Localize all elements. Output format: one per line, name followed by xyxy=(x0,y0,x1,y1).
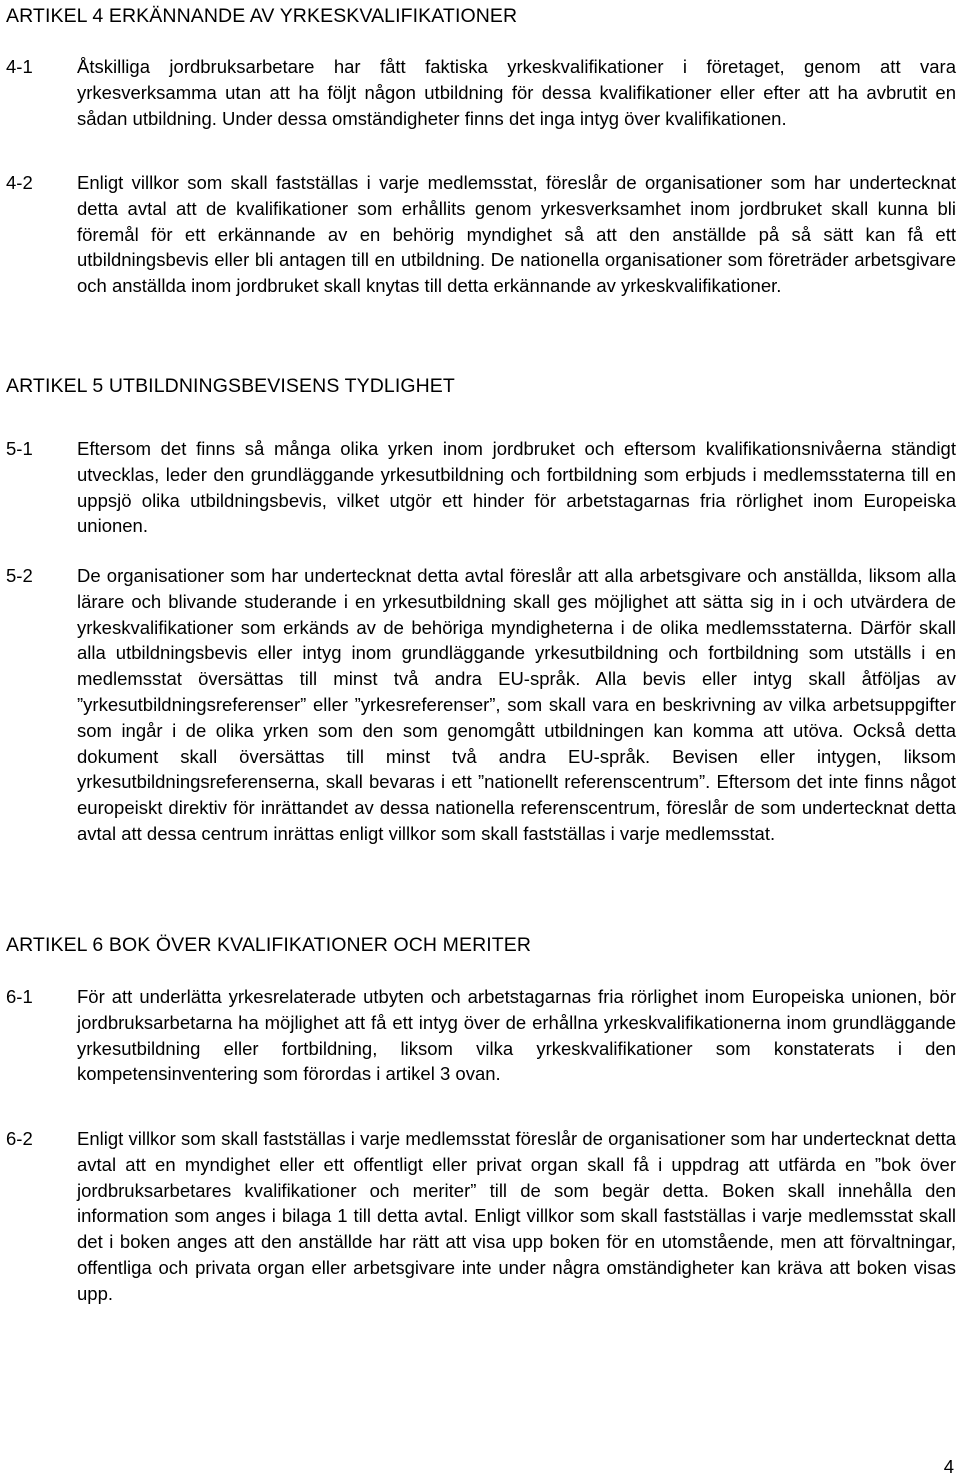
paragraph-number: 4-1 xyxy=(6,56,33,77)
paragraph-number: 4-2 xyxy=(6,172,33,193)
heading-text: ARTIKEL 6 BOK ÖVER KVALIFIKATIONER OCH MERITER xyxy=(6,934,532,956)
page-number: 4 xyxy=(943,1456,954,1477)
section-heading xyxy=(6,933,531,957)
section-heading xyxy=(6,374,455,398)
paragraph-number: 6-1 xyxy=(6,986,33,1007)
paragraph-text: Eftersom det finns så många olika yrken inom jordbruket och eftersom kvalifikationsnivåerna ständigt utvecklas, leder den grundläggande yrkesutbildning och fortbildning som erbjuds i medlemsstaterna till en uppsjö olika utbildningsbevis, vilket utgör ett hinder för arbetstagarnas fria rörlighet inom Europeiska unionen. xyxy=(77,438,956,537)
section-heading xyxy=(6,4,517,28)
paragraph-text: För att underlätta yrkesrelaterade utbyten och arbetstagarnas fria rörlighet inom Europeiska unionen, bör jordbruksarbetarna ha möjlighet att få ett intyg över de erhållna yrkeskvalifikationerna inom grundläggande yrkesutbildning eller fortbildning, liksom vilka yrkeskvalifikationer som konstaterats i den kompetensinventering som förordas i artikel 3 ovan. xyxy=(77,986,956,1085)
paragraph-number: 5-1 xyxy=(6,438,33,459)
paragraph-text: Enligt villkor som skall fastställas i varje medlemsstat föreslår de organisationer som har undertecknat detta avtal att en myndighet eller ett offentligt eller privat organ skall få i uppdrag att utfärda en ”bok över jordbruksarbetares kvalifikationer och meriter” till de som begär detta. Boken skall innehålla den information som anges i bilaga 1 till detta avtal. Enligt villkor som skall fastställas i varje medlemsstat skall det i boken anges att den anställde har rätt att visa upp boken för en utomstående, men att förvaltningar, offentliga och privata organ eller arbetsgivare inte under några omständigheter kan kräva att boken visas upp. xyxy=(77,1128,956,1304)
paragraph-text: De organisationer som har undertecknat detta avtal föreslår att alla arbetsgivare och anställda, liksom alla lärare och blivande studerande i en yrkesutbildning skall ges möjlighet att sätta sig in i och utvärdera de yrkeskvalifikationer som erkänds av de behöriga myndigheterna i de olika medlemsstaterna. Därför skall alla utbildningsbevis eller intyg inom grundläggande yrkesutbildning och fortbildning som utställs i en medlemsstat översättas till minst två andra EU-språk. Alla bevis eller intyg skall åtföljas av ”yrkesutbildningsreferenser” eller ”yrkesreferenser”, som skall vara en beskrivning av vilka arbetsuppgifter som ingår i de olika yrken som den som genomgått utbildningen kan komma att utöva. Också detta dokument skall översättas till minst två andra EU-språk. Bevisen eller intygen, liksom yrkesutbildningsreferenserna, skall bevaras i ett ”nationellt referenscentrum”. Eftersom det inte finns något europeiskt direktiv för inrättandet av dessa nationella referenscentrum, föreslår de som undertecknat detta avtal att dessa centrum inrättas enligt villkor som skall fastställas i varje medlemsstat. xyxy=(77,565,956,844)
heading-text: ARTIKEL 4 ERKÄNNANDE AV YRKESKVALIFIKATIONER xyxy=(6,5,518,27)
paragraph-text: Enligt villkor som skall fastställas i varje medlemsstat, föreslår de organisationer som har undertecknat detta avtal att de kvalifikationer som erhållits genom yrkesverksamhet inom jordbruket skall kunna bli föremål för ett erkännande av en behörig myndighet så att den anställde på så sätt kan få ett utbildningsbevis eller bli antagen till en utbildning. De nationella organisationer som företräder arbetsgivare och anställda inom jordbruket skall knytas till detta erkännande av yrkeskvalifikationer. xyxy=(77,172,956,297)
paragraph-text: Åtskilliga jordbruksarbetare har fått faktiska yrkeskvalifikationer i företaget, genom att vara yrkesverksamma utan att ha följt någon utbildning för dessa kvalifikationer eller efter att ha avbrutit en sådan utbildning. Under dessa omständigheter finns det inga intyg över kvalifikationen. xyxy=(77,56,956,129)
paragraph-number: 5-2 xyxy=(6,565,33,586)
paragraph-number: 6-2 xyxy=(6,1128,33,1149)
heading-text: ARTIKEL 5 UTBILDNINGSBEVISENS TYDLIGHET xyxy=(6,375,455,397)
